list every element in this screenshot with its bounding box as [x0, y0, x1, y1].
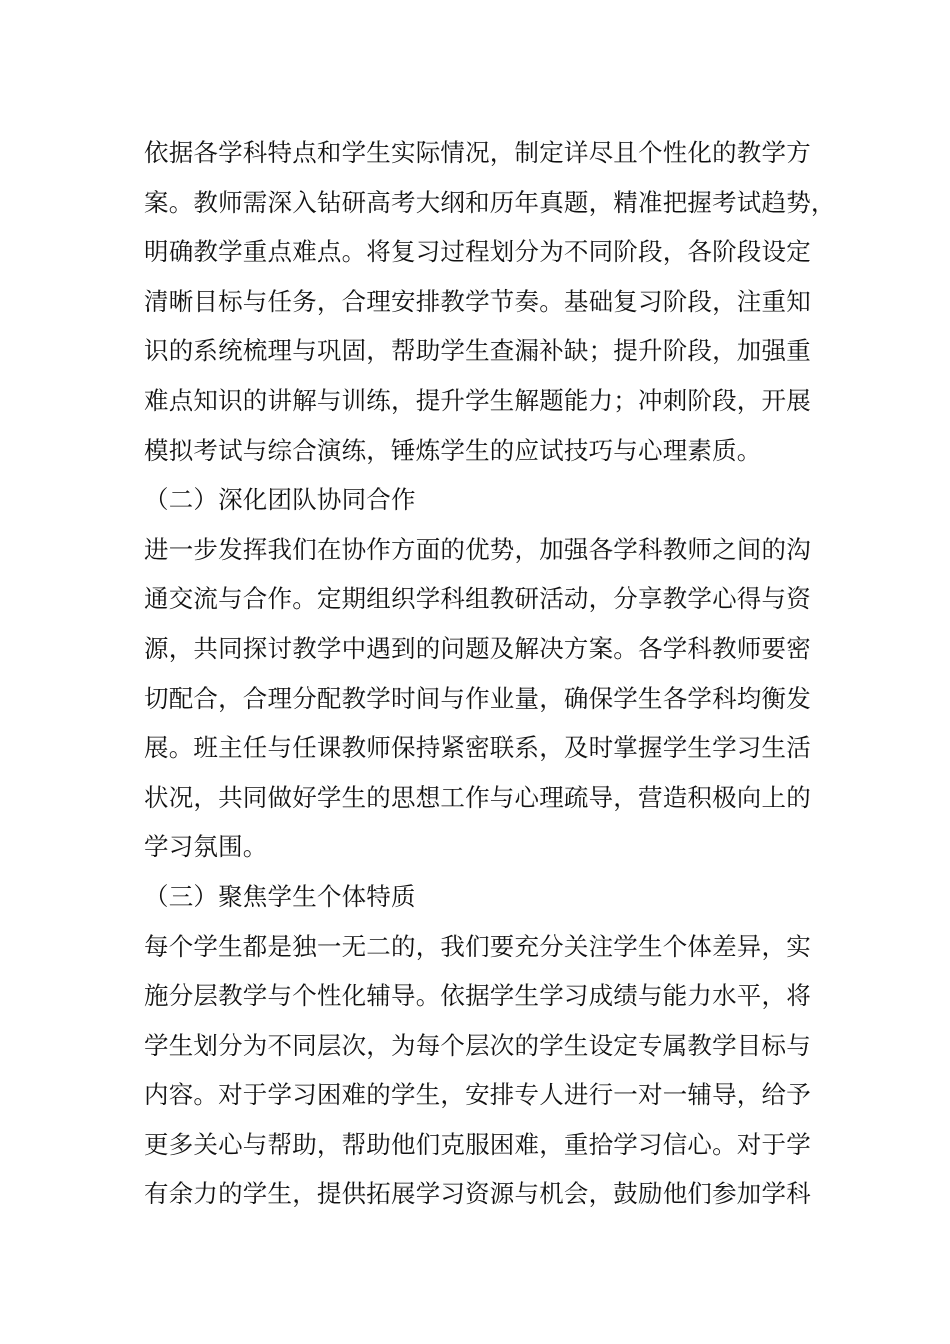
paragraph-line: 有余力的学生，提供拓展学习资源与机会，鼓励他们参加学科 [144, 1179, 811, 1209]
paragraph-line: 模拟考试与综合演练，锤炼学生的应试技巧与心理素质。 [144, 435, 762, 465]
paragraph-line: 识的系统梳理与巩固，帮助学生查漏补缺；提升阶段，加强重 [144, 336, 811, 366]
paragraph-line: 通交流与合作。定期组织学科组教研活动，分享教学心得与资 [144, 584, 811, 614]
paragraph-line: 明确教学重点难点。将复习过程划分为不同阶段，各阶段设定 [144, 237, 811, 267]
paragraph-line: 学生划分为不同层次，为每个层次的学生设定专属教学目标与 [144, 1030, 811, 1060]
paragraph-line: 进一步发挥我们在协作方面的优势，加强各学科教师之间的沟 [144, 534, 811, 564]
paragraph-line: 状况，共同做好学生的思想工作与心理疏导，营造积极向上的 [144, 782, 811, 812]
paragraph-line: 切配合，合理分配教学时间与作业量，确保学生各学科均衡发 [144, 683, 811, 713]
paragraph-line: 每个学生都是独一无二的，我们要充分关注学生个体差异，实 [144, 931, 811, 961]
section-heading: （二）深化团队协同合作 [144, 485, 416, 515]
paragraph-line: 清晰目标与任务，合理安排教学节奏。基础复习阶段，注重知 [144, 286, 811, 316]
body-text [144, 128, 836, 1219]
section-heading: （三）聚焦学生个体特质 [144, 881, 416, 911]
paragraph-line: 源，共同探讨教学中遇到的问题及解决方案。各学科教师要密 [144, 633, 811, 663]
paragraph-line: 难点知识的讲解与训练，提升学生解题能力；冲刺阶段，开展 [144, 385, 811, 415]
paragraph-line: 施分层教学与个性化辅导。依据学生学习成绩与能力水平，将 [144, 981, 811, 1011]
paragraph-line: 依据各学科特点和学生实际情况，制定详尽且个性化的教学方 [144, 138, 811, 167]
paragraph-line: 内容。对于学习困难的学生，安排专人进行一对一辅导，给予 [144, 1080, 811, 1110]
paragraph-line: 案。教师需深入钻研高考大纲和历年真题，精准把握考试趋势， [144, 187, 836, 217]
paragraph-line: 更多关心与帮助，帮助他们克服困难，重拾学习信心。对于学 [144, 1129, 811, 1159]
paragraph-line: 展。班主任与任课教师保持紧密联系，及时掌握学生学习生活 [144, 733, 811, 763]
paragraph-line: 学习氛围。 [144, 832, 268, 862]
